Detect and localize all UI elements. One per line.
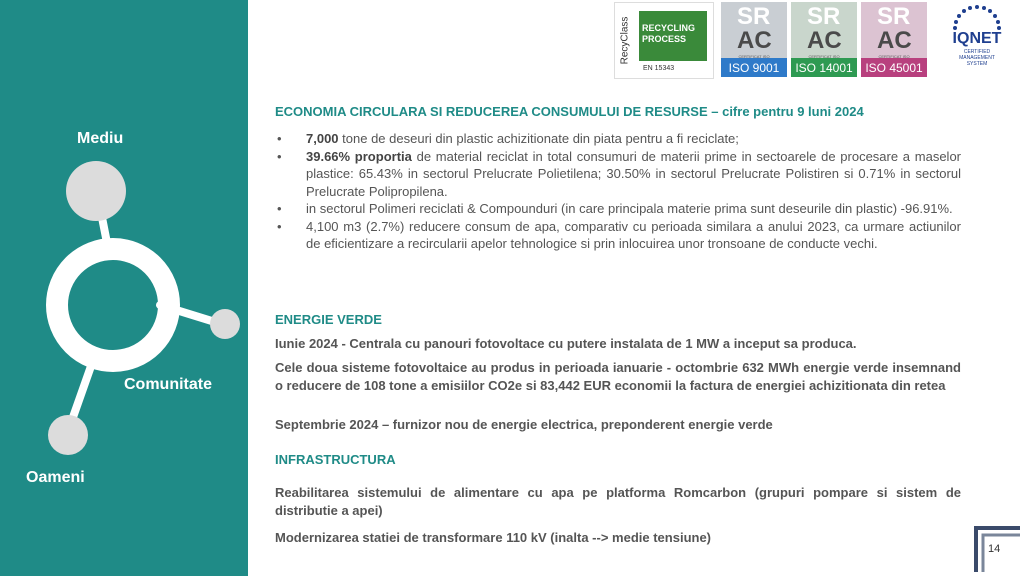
srac-iso-9001-logo: SR AC CERTIFICAT ISO ISO 9001 (721, 2, 787, 77)
list-item: • 4,100 m3 (2.7%) reducere consum de apa, comparativ cu perioada similara a anului 2023, ca urmare actiunilor de eficientizare a recircularii apelor tehnologice si prin inlocuirea unor tronsoane de conducte vechi. (275, 218, 961, 253)
node-right (210, 309, 240, 339)
energie-verde-paragraph-1: Iunie 2024 - Centrala cu panouri fotovoltace cu putere instalata de 1 MW a inceput sa produca. (275, 336, 857, 351)
iqnet-logo: IQNET CERTIFIED MANAGEMENT SYSTEM (934, 2, 1020, 77)
economia-circulara-list (275, 130, 961, 253)
list-item: • 39.66% proportia de material reciclat in total consumuri de materii prime in sectoarele de procesare a maselor plastice: 65.43% in sectorul Prelucrate Polietilena; 30.50% in sectorul Prelucrate Polistiren si 0.71% in sectorul Prelucrate Polipropilena. (275, 148, 961, 201)
hub-network-graphic (0, 0, 248, 576)
section-title-energie-verde: ENERGIE VERDE (275, 312, 382, 327)
recyclass-logo: RecyClass RECYCLING PROCESS EN 15343 (614, 2, 714, 79)
list-item: • in sectorul Polimeri reciclati & Compounduri (in care principala materie prima sunt deseurile din plastic) -96.91%. (275, 200, 961, 218)
node-top (66, 161, 126, 221)
label-comunitate: Comunitate (124, 376, 212, 393)
section-title-economia-circulara: ECONOMIA CIRCULARA SI REDUCEREA CONSUMULUI DE RESURSE – cifre pentru 9 luni 2024 (275, 104, 864, 119)
section-title-infrastructura: INFRASTRUCTURA (275, 452, 396, 467)
hub-ring (57, 249, 169, 361)
list-item: • 7,000 tone de deseuri din plastic achizitionate din piata pentru a fi reciclate; (275, 130, 961, 148)
label-oameni: Oameni (26, 469, 85, 486)
infrastructura-paragraph-1: Reabilitarea sistemului de alimentare cu apa pe platforma Romcarbon (grupuri pompare si sistem de distributie a apei) (275, 485, 961, 518)
energie-verde-paragraph-3: Septembrie 2024 – furnizor nou de energie electrica, preponderent energie verde (275, 417, 773, 432)
page-number: 14 (988, 543, 1001, 555)
srac-iso-14001-logo: SR AC CERTIFICAT ISO ISO 14001 (791, 2, 857, 77)
node-bottom (48, 415, 88, 455)
label-mediu: Mediu (77, 130, 124, 147)
infrastructura-paragraph-2: Modernizarea statiei de transformare 110 kV (inalta --> medie tensiune) (275, 530, 712, 545)
energie-verde-paragraph-2: Cele doua sisteme fotovoltaice au produs in perioada ianuarie - octombrie 632 MWh energie verde insemnand o reducere de 108 tone a emisiilor CO2e si 83,442 EUR economii la factura de energiei achizitionata din retea (275, 360, 961, 393)
srac-iso-45001-logo: SR AC CERTIFICAT ISO ISO 45001 (861, 2, 927, 77)
